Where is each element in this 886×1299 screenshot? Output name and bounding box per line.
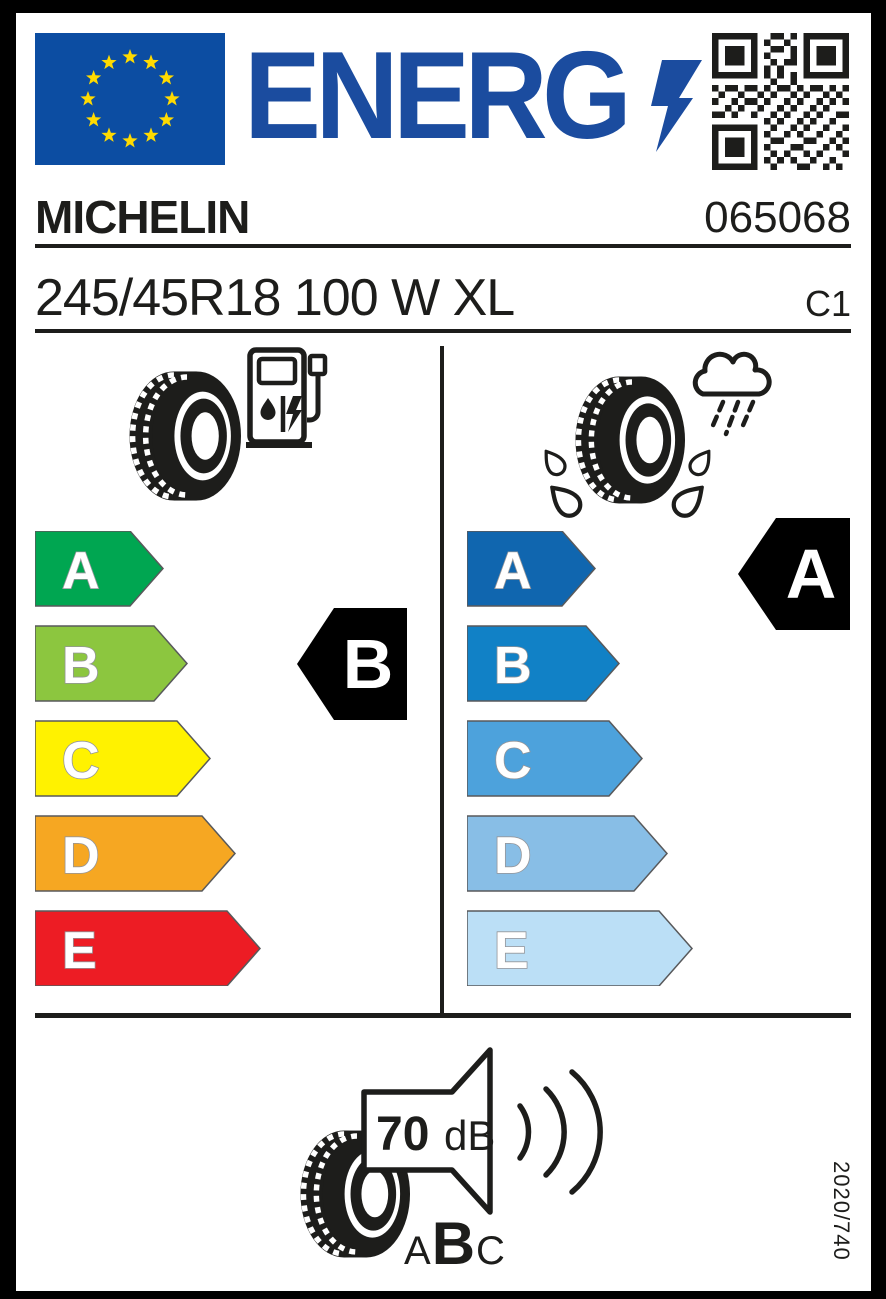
article-number: 065068	[704, 193, 851, 242]
tyre-class: C1	[804, 283, 851, 324]
regulation-reference: 2020/740	[829, 1161, 854, 1261]
scales-divider	[440, 346, 444, 1014]
speaker-icon	[356, 1040, 606, 1222]
wet-grip-scale	[467, 531, 693, 986]
fuel-pump-icon	[246, 346, 334, 452]
noise-class-scale	[404, 1210, 505, 1277]
divider-line	[35, 244, 851, 248]
fuel-efficiency-scale	[35, 531, 261, 986]
brand-name: MICHELIN	[35, 191, 250, 243]
lightning-bolt-icon	[648, 60, 706, 156]
wet-grade-b-arrow	[467, 626, 619, 701]
wet-grip-rating-value: A	[785, 535, 837, 613]
energy-logo-text: ENERG	[244, 27, 627, 165]
noise-class-c: C	[476, 1229, 505, 1273]
divider-line	[35, 1013, 851, 1018]
fuel-grade-e-label: E	[62, 922, 97, 980]
noise-level-value: 70	[376, 1108, 430, 1161]
fuel-rating-pointer	[297, 608, 407, 720]
rain-cloud-icon	[681, 350, 781, 438]
fuel-grade-c-label: C	[62, 732, 100, 790]
fuel-grade-b-arrow	[35, 626, 187, 701]
eu-flag-icon	[35, 33, 225, 165]
qr-code	[712, 33, 849, 170]
wet-grade-e-label: E	[494, 922, 529, 980]
noise-level-unit: dB	[444, 1112, 496, 1159]
fuel-grade-b-label: B	[62, 637, 100, 695]
fuel-grade-d-label: D	[62, 827, 100, 885]
divider-line	[35, 329, 851, 333]
fuel-grade-a-label: A	[62, 542, 100, 600]
water-splash-icon	[534, 442, 573, 482]
wet-grip-rating-pointer	[738, 518, 850, 630]
wet-grade-c-label: C	[494, 732, 532, 790]
tyre-dimensions: 245/45R18 100 W XL	[35, 269, 515, 327]
fuel-rating-value: B	[342, 625, 394, 703]
noise-class-a: A	[404, 1229, 431, 1273]
wet-grade-d-label: D	[494, 827, 532, 885]
tire-icon	[126, 366, 242, 506]
sound-waves-icon	[520, 1072, 600, 1192]
wet-grade-b-label: B	[494, 637, 532, 695]
tire-icon	[572, 372, 686, 508]
wet-grade-a-label: A	[494, 542, 532, 600]
noise-class-b-selected: B	[431, 1210, 476, 1277]
